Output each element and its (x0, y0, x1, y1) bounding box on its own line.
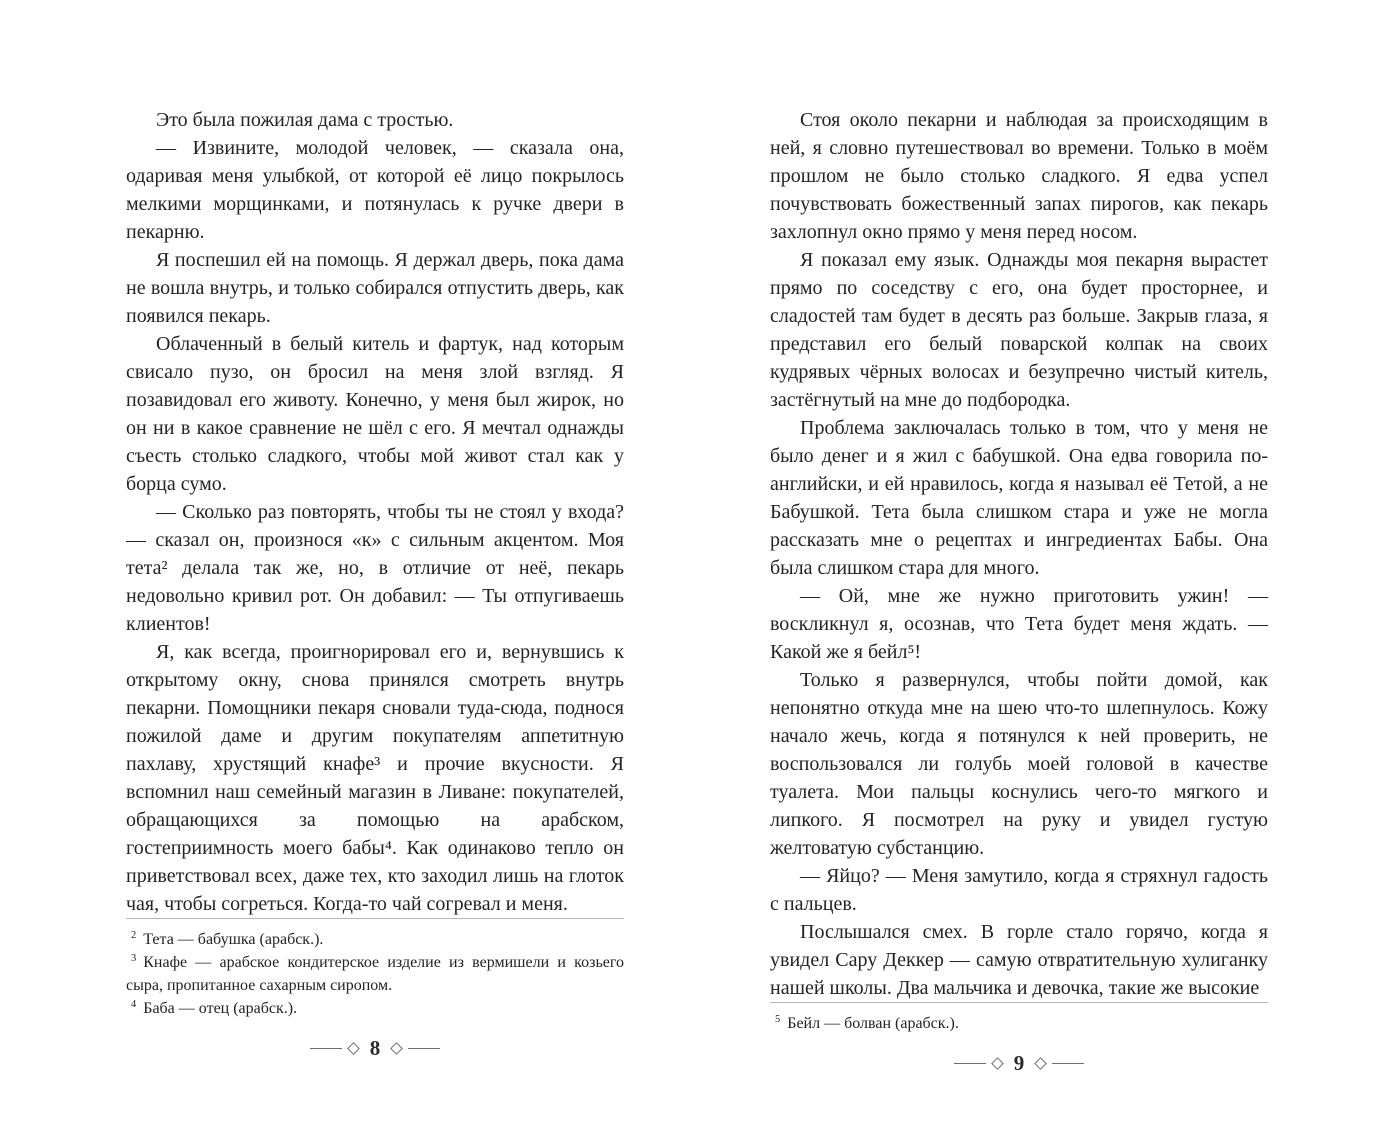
page-right-body-text (770, 106, 1268, 1002)
footnote-marker: 3 (131, 952, 137, 964)
footnote (126, 997, 624, 1020)
footnote-marker: 4 (131, 998, 137, 1010)
paragraph: Стоя около пекарни и наблюдая за происходящим в ней, я словно путешествовал во времени. Только в моём прошлом не было столько сладкого. Я едва успел почувствовать божественный запах пирогов, как пекарь захлопнул окно прямо у меня перед носом. (770, 109, 1268, 243)
footnote (126, 928, 624, 951)
page-left-body-text (126, 106, 624, 918)
ornament-line-icon (954, 1063, 986, 1064)
paragraph: Это была пожилая дама с тростью. (156, 109, 454, 131)
footnote-text: Кнафе — арабское кондитерское изделие из вермишели и козьего сыра, пропитанное сахарным сиропом. (126, 954, 624, 994)
paragraph: Я показал ему язык. Однажды моя пекарня вырастет прямо по соседству с его, она будет просторнее, и сладостей там будет в десять раз больше. Закрыв глаза, я представил его белый поварской колпак на своих кудрявых чёрных волосах и безупречно чистый китель, застёгнутый на мне до подбородка. (770, 249, 1268, 411)
footer-ornament-right (392, 1044, 440, 1053)
diamond-icon (347, 1042, 360, 1055)
page-left (126, 106, 624, 1060)
paragraph: Послышался смех. В горле стало горячо, когда я увидел Сару Деккер — самую отвратительную хулиганку нашей школы. Два мальчика и девочка, такие же высокие (770, 921, 1268, 999)
footnote (126, 951, 624, 997)
footnote-marker: 5 (775, 1013, 781, 1025)
footnotes-left (126, 918, 624, 1020)
diamond-icon (991, 1057, 1004, 1070)
page-right (770, 106, 1268, 1075)
footer-ornament-left (310, 1044, 358, 1053)
paragraph: — Яйцо? — Меня замутило, когда я стряхнул гадость с пальцев. (770, 865, 1268, 915)
page-footer-left (126, 1036, 624, 1061)
paragraph: Только я развернулся, чтобы пойти домой, как непонятно откуда мне на шею что-то шлепнулось. Кожу начало жечь, когда я потянулся к ней проверить, не воспользовался ли голубь моей головой в качестве туалета. Мои пальцы коснулись чего-то мягкого и липкого. Я посмотрел на руку и увидел густую желтоватую субстанцию. (770, 669, 1268, 859)
ornament-line-icon (1052, 1063, 1084, 1064)
paragraph: — Извините, молодой человек, — сказала она, одаривая меня улыбкой, от которой её лицо покрылось мелкими морщинками, и потянулась к ручке двери в пекарню. (126, 137, 624, 243)
footnote-text: Баба — отец (арабск.). (143, 1000, 298, 1017)
footer-ornament-right (1036, 1059, 1084, 1068)
paragraph: — Сколько раз повторять, чтобы ты не стоял у входа? — сказал он, произнося «к» с сильным акцентом. Моя тета² делала так же, но, в отличие от неё, пекарь недовольно кривил рот. Он добавил: — Ты отпугиваешь клиентов! (126, 501, 624, 635)
ornament-line-icon (310, 1048, 342, 1049)
diamond-icon (390, 1042, 403, 1055)
diamond-icon (1034, 1057, 1047, 1070)
footnote (770, 1012, 1268, 1035)
page-number: 9 (1013, 1051, 1025, 1075)
paragraph: Я, как всегда, проигнорировал его и, вернувшись к открытому окну, снова принялся смотреть внутрь пекарни. Помощники пекаря сновали туда-сюда, поднося пожилой даме и другим покупателям аппетитную пахлаву, хрустящий кнафе³ и прочие вкусности. Я вспомнил наш семейный магазин в Ливане: покупателей, обращающихся за помощью на арабском, гостеприимность моего бабы⁴. Как одинаково тепло он приветствовал всех, даже тех, кто заходил лишь на глоток чая, чтобы согреться. Когда-то чай согревал и меня. (126, 641, 624, 915)
footer-ornament-left (954, 1059, 1002, 1068)
paragraph: Облаченный в белый китель и фартук, над которым свисало пузо, он бросил на меня злой взгляд. Я позавидовал его животу. Конечно, у меня был жирок, но он ни в какое сравнение не шёл с его. Я мечтал однажды съесть столько сладкого, чтобы мой живот стал как у борца сумо. (126, 333, 624, 495)
ornament-line-icon (408, 1048, 440, 1049)
footnote-text: Бейл — болван (арабск.). (787, 1015, 959, 1032)
page-number: 8 (369, 1036, 381, 1060)
footnotes-right (770, 1002, 1268, 1035)
page-footer-right (770, 1051, 1268, 1076)
footnote-text: Тета — бабушка (арабск.). (143, 931, 324, 948)
paragraph: Проблема заключалась только в том, что у меня не было денег и я жил с бабушкой. Она едва говорила по-английски, и ей нравилось, когда я называл её Тетой, а не Бабушкой. Тета была слишком стара и уже не могла рассказать мне о рецептах и ингредиентах Бабы. Она была слишком стара для много. (770, 417, 1268, 579)
paragraph: — Ой, мне же нужно приготовить ужин! — воскликнул я, осознав, что Тета будет меня ждать. — Какой же я бейл⁵! (770, 585, 1268, 663)
footnote-marker: 2 (131, 929, 137, 941)
paragraph: Я поспешил ей на помощь. Я держал дверь, пока дама не вошла внутрь, и только собирался отпустить дверь, как появился пекарь. (126, 249, 624, 327)
